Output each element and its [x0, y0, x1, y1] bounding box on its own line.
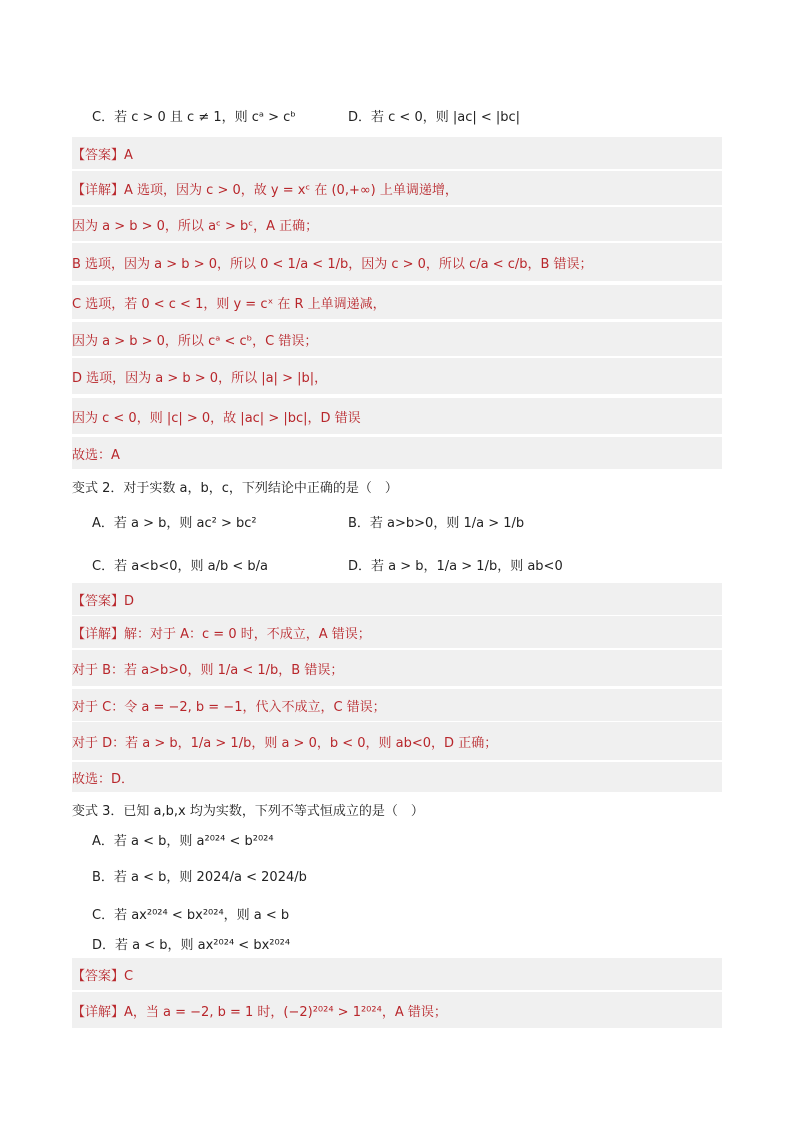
- question-2-option-d: D．若 a > b，1/a > 1/b，则 ab<0: [348, 559, 563, 574]
- explain-1-line-5: D 选项，因为 a > b > 0，所以 |a| > |b|，: [72, 358, 722, 394]
- question-2-option-b: B．若 a>b>0，则 1/a > 1/b: [348, 516, 525, 531]
- question-3-option-d: D．若 a < b，则 ax²⁰²⁴ < bx²⁰²⁴: [92, 938, 291, 953]
- question-3-option-c: C．若 ax²⁰²⁴ < bx²⁰²⁴，则 a < b: [92, 908, 290, 923]
- explain-1-line-4: 因为 a > b > 0，所以 cᵃ < cᵇ，C 错误；: [72, 322, 722, 356]
- explain-1-line-7: 故选：A: [72, 437, 722, 469]
- question-2-option-a: A．若 a > b，则 ac² > bc²: [92, 516, 257, 531]
- explain-3-line-0: 【详解】A，当 a = −2, b = 1 时，(−2)²⁰²⁴ > 1²⁰²⁴，A 错误；: [72, 992, 722, 1028]
- explain-1-line-6: 因为 c < 0，则 |c| > 0，故 |ac| > |bc|，D 错误: [72, 398, 722, 434]
- answer-2: 【答案】D: [72, 583, 722, 615]
- explain-1-line-3: C 选项，若 0 < c < 1，则 y = cˣ 在 R 上单调递减，: [72, 285, 722, 319]
- question-3-option-a: A．若 a < b，则 a²⁰²⁴ < b²⁰²⁴: [92, 834, 274, 849]
- explain-2-line-1: 对于 B：若 a>b>0，则 1/a < 1/b，B 错误；: [72, 650, 722, 686]
- explain-2-line-0: 【详解】解：对于 A：c = 0 时，不成立，A 错误；: [72, 616, 722, 648]
- explain-2-line-4: 故选：D．: [72, 762, 722, 792]
- question-3-title: 变式 3．已知 a,b,x 均为实数，下列不等式恒成立的是（ ）: [72, 803, 424, 819]
- explain-2-line-2: 对于 C：令 a = −2, b = −1，代入不成立，C 错误；: [72, 689, 722, 721]
- question-2-title: 变式 2．对于实数 a，b，c，下列结论中正确的是（ ）: [72, 480, 398, 496]
- answer-3: 【答案】C: [72, 958, 722, 990]
- explain-1-line-1: 因为 a > b > 0，所以 aᶜ > bᶜ，A 正确；: [72, 207, 722, 241]
- question-3-option-b: B．若 a < b，则 2024/a < 2024/b: [92, 870, 307, 885]
- explain-1-line-2: B 选项，因为 a > b > 0，所以 0 < 1/a < 1/b，因为 c > 0，所以 c/a < c/b，B 错误；: [72, 243, 722, 281]
- option-d-top: D．若 c < 0，则 |ac| < |bc|: [348, 110, 521, 125]
- answer-1: 【答案】A: [72, 137, 722, 169]
- explain-2-line-3: 对于 D：若 a > b，1/a > 1/b，则 a > 0，b < 0，则 ab<0，D 正确；: [72, 722, 722, 760]
- option-c-top: C．若 c > 0 且 c ≠ 1，则 cᵃ > cᵇ: [92, 110, 296, 125]
- explain-1-line-0: 【详解】A 选项，因为 c > 0，故 y = xᶜ 在 (0,+∞) 上单调递增，: [72, 171, 722, 205]
- question-2-option-c: C．若 a<b<0，则 a/b < b/a: [92, 559, 268, 574]
